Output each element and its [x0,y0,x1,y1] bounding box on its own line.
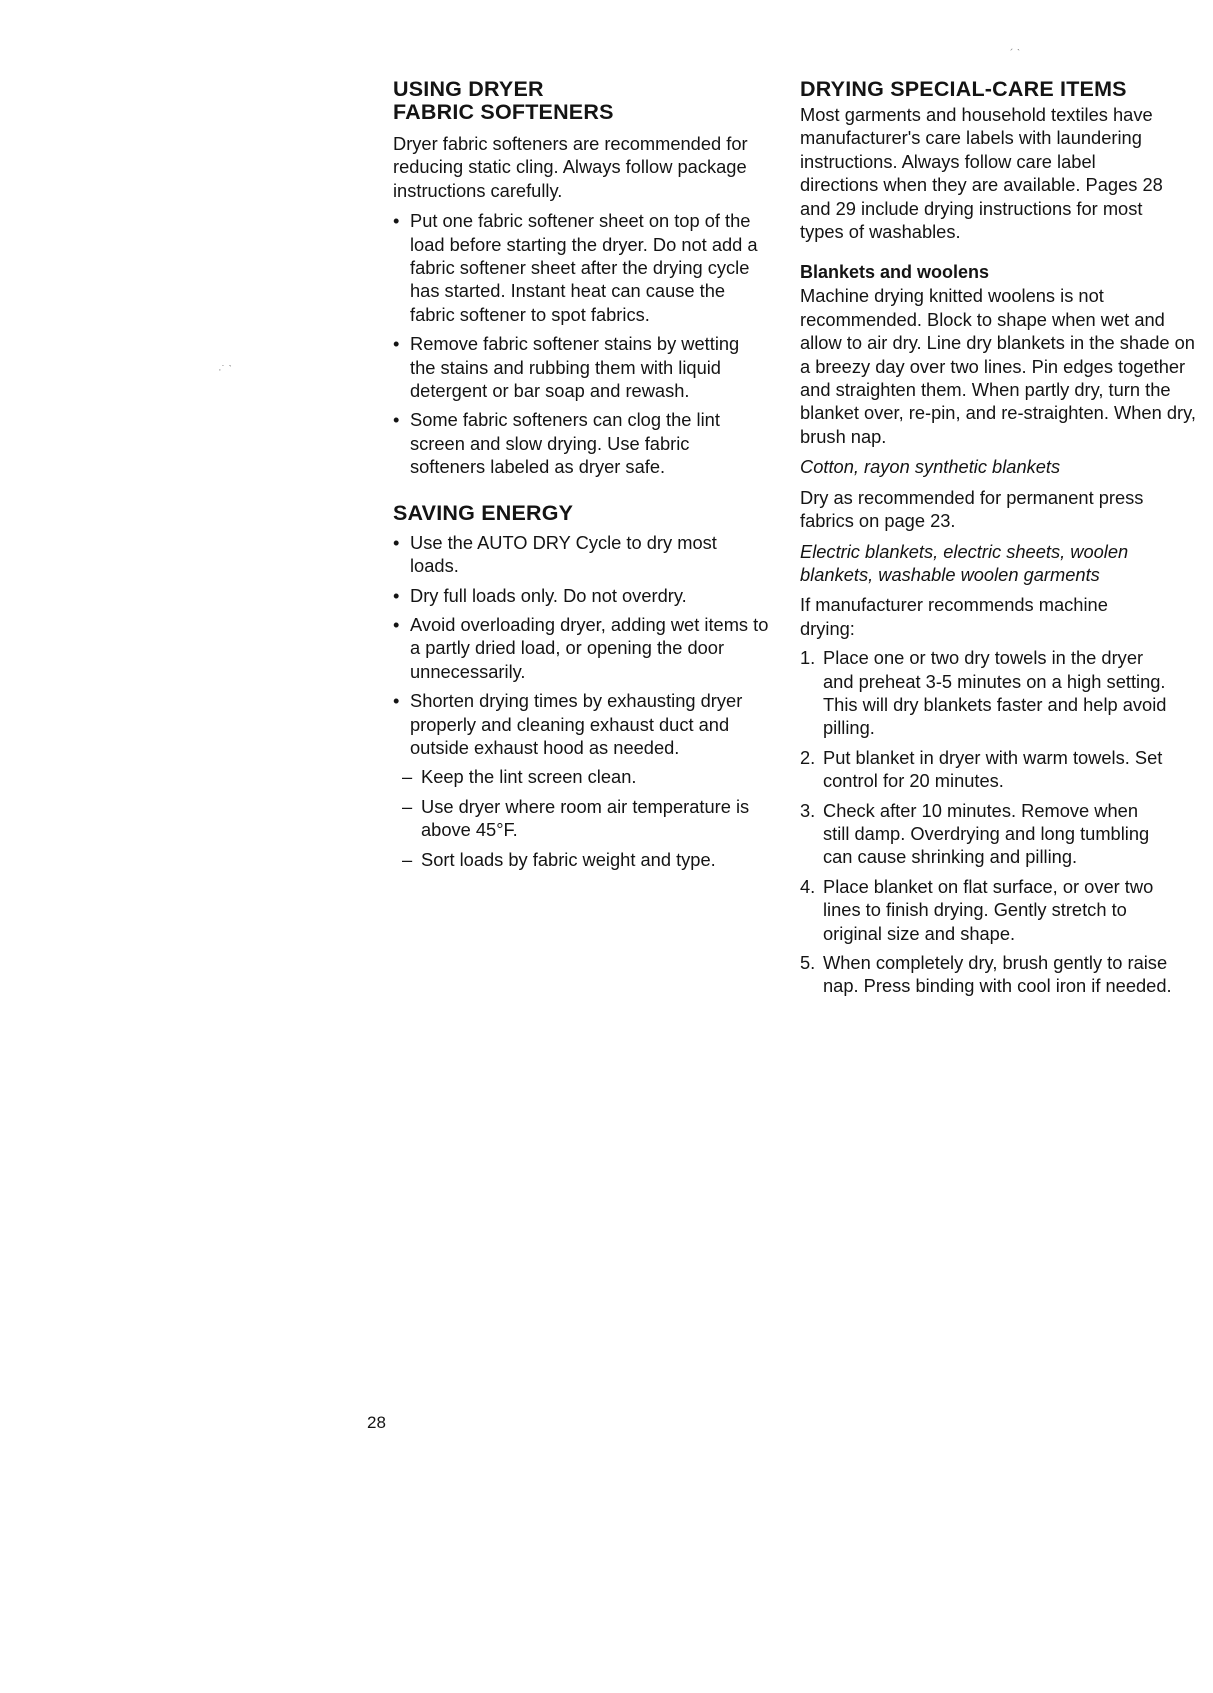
softener-bullet-text: Some fabric softeners can clog the lint screen and slow drying. Use fabric softeners labeled as dryer safe. [410,409,720,478]
softener-bullet-text: Remove fabric softener stains by wetting the stains and rubbing them with liquid detergent or bar soap and rewash. [410,333,740,402]
step-5 [800,951,1183,998]
step-text: Check after 10 minutes. Remove when still damp. Overdrying and long tumbling can cause shrinking and pilling. [823,799,1150,868]
bullet-icon: • [393,531,400,553]
bullet-icon: • [393,409,400,431]
special-care-title: DRYING SPECIAL-CARE ITEMS [800,77,1127,101]
scan-speck-mark: ·˙ ˋ [218,364,233,376]
softener-bullet-text: Put one fabric softener sheet on top of the load before starting the dryer. Do not add a fabric softener sheet after the drying cycle has started. Instant heat can cause the fabric softener to spot fabrics. [410,210,758,325]
step-text: Place one or two dry towels in the dryer and preheat 3-5 minutes on a high setting. This will dry blankets faster and help avoid pilling. [823,647,1167,739]
energy-bullet-text: Dry full loads only. Do not overdry. [410,584,687,606]
step-1 [800,646,1168,740]
energy-bullet-text: Avoid overloading dryer, adding wet items to a partly dried load, or opening the door unnecessarily. [410,613,769,682]
energy-bullet-1 [393,531,740,578]
step-number: 2. [800,746,816,768]
step-number: 5. [800,952,816,973]
energy-dash-3 [393,848,791,871]
step-3 [800,799,1153,869]
step-2 [800,746,1193,793]
page-number: 28 [367,1413,386,1432]
saving-energy-title: SAVING ENERGY [393,500,574,525]
bullet-icon: • [393,690,400,712]
left-column [393,78,793,871]
bullet-icon: • [393,333,400,355]
energy-dash-text: Sort loads by fabric weight and type. [421,848,716,870]
blankets-title: Blankets and woolens [800,262,990,283]
saving-energy-section [393,502,793,871]
scan-speck-mark: ´ ˋ [1010,48,1021,60]
energy-dash-2 [393,795,761,842]
energy-bullet-3 [393,613,770,683]
energy-bullet-4 [393,689,750,759]
energy-dash-1 [393,765,781,788]
cotton-heading: Cotton, rayon synthetic blankets [800,456,1061,478]
dash-icon: – [402,848,413,870]
fabric-softeners-section [393,78,793,479]
energy-bullet-text: Use the AUTO DRY Cycle to dry most loads. [410,531,717,577]
electric-intro: If manufacturer recommends machine drying: [800,594,1108,639]
softener-bullet-3 [393,408,755,478]
softener-bullet-2 [393,332,760,402]
bullet-icon: • [393,210,400,232]
special-care-intro: Most garments and household textiles have manufacturer's care labels with laundering instructions. Always follow care label directions when they are available. Pages 28 and 29 include drying instructions for most types of washables. [800,104,1163,243]
blankets-text: Machine drying knitted woolens is not recommended. Block to shape when wet and allow to air dry. Line dry blankets in the shade on a breezy day over two lines. Pin edges together and straighten them. When partly dry, turn the blanket over, re-pin, and re-straighten. When dry, brush nap. [800,285,1196,447]
fabric-softeners-title-line2: FABRIC SOFTENERS [393,100,614,124]
electric-heading: Electric blankets, electric sheets, woolen blankets, washable woolen garments [800,540,1129,585]
step-number: 3. [800,799,816,821]
energy-bullet-2 [393,584,760,607]
energy-dash-text: Keep the lint screen clean. [421,766,637,788]
bullet-icon: • [393,613,400,635]
cotton-text: Dry as recommended for permanent press fabrics on page 23. [800,486,1144,532]
step-text: Place blanket on flat surface, or over two lines to finish drying. Gently stretch to original size and shape. [823,875,1154,944]
bullet-icon: • [393,584,400,606]
step-text: Put blanket in dryer with warm towels. Set control for 20 minutes. [823,746,1163,792]
fabric-softeners-intro: Dryer fabric softeners are recommended for reducing static cling. Always follow package instructions carefully. [393,133,748,201]
step-number: 1. [800,647,816,669]
right-column [800,78,1200,998]
dash-icon: – [402,795,413,817]
energy-dash-text: Use dryer where room air temperature is above 45°F. [421,795,750,841]
dash-icon: – [402,766,413,788]
softener-bullet-1 [393,209,760,326]
energy-bullet-text: Shorten drying times by exhausting dryer properly and cleaning exhaust duct and outside exhaust hood as needed. [410,690,743,758]
step-text: When completely dry, brush gently to raise nap. Press binding with cool iron if needed. [823,952,1172,997]
fabric-softeners-title-line1: USING DRYER [393,77,544,101]
step-number: 4. [800,875,816,897]
step-4 [800,875,1183,945]
